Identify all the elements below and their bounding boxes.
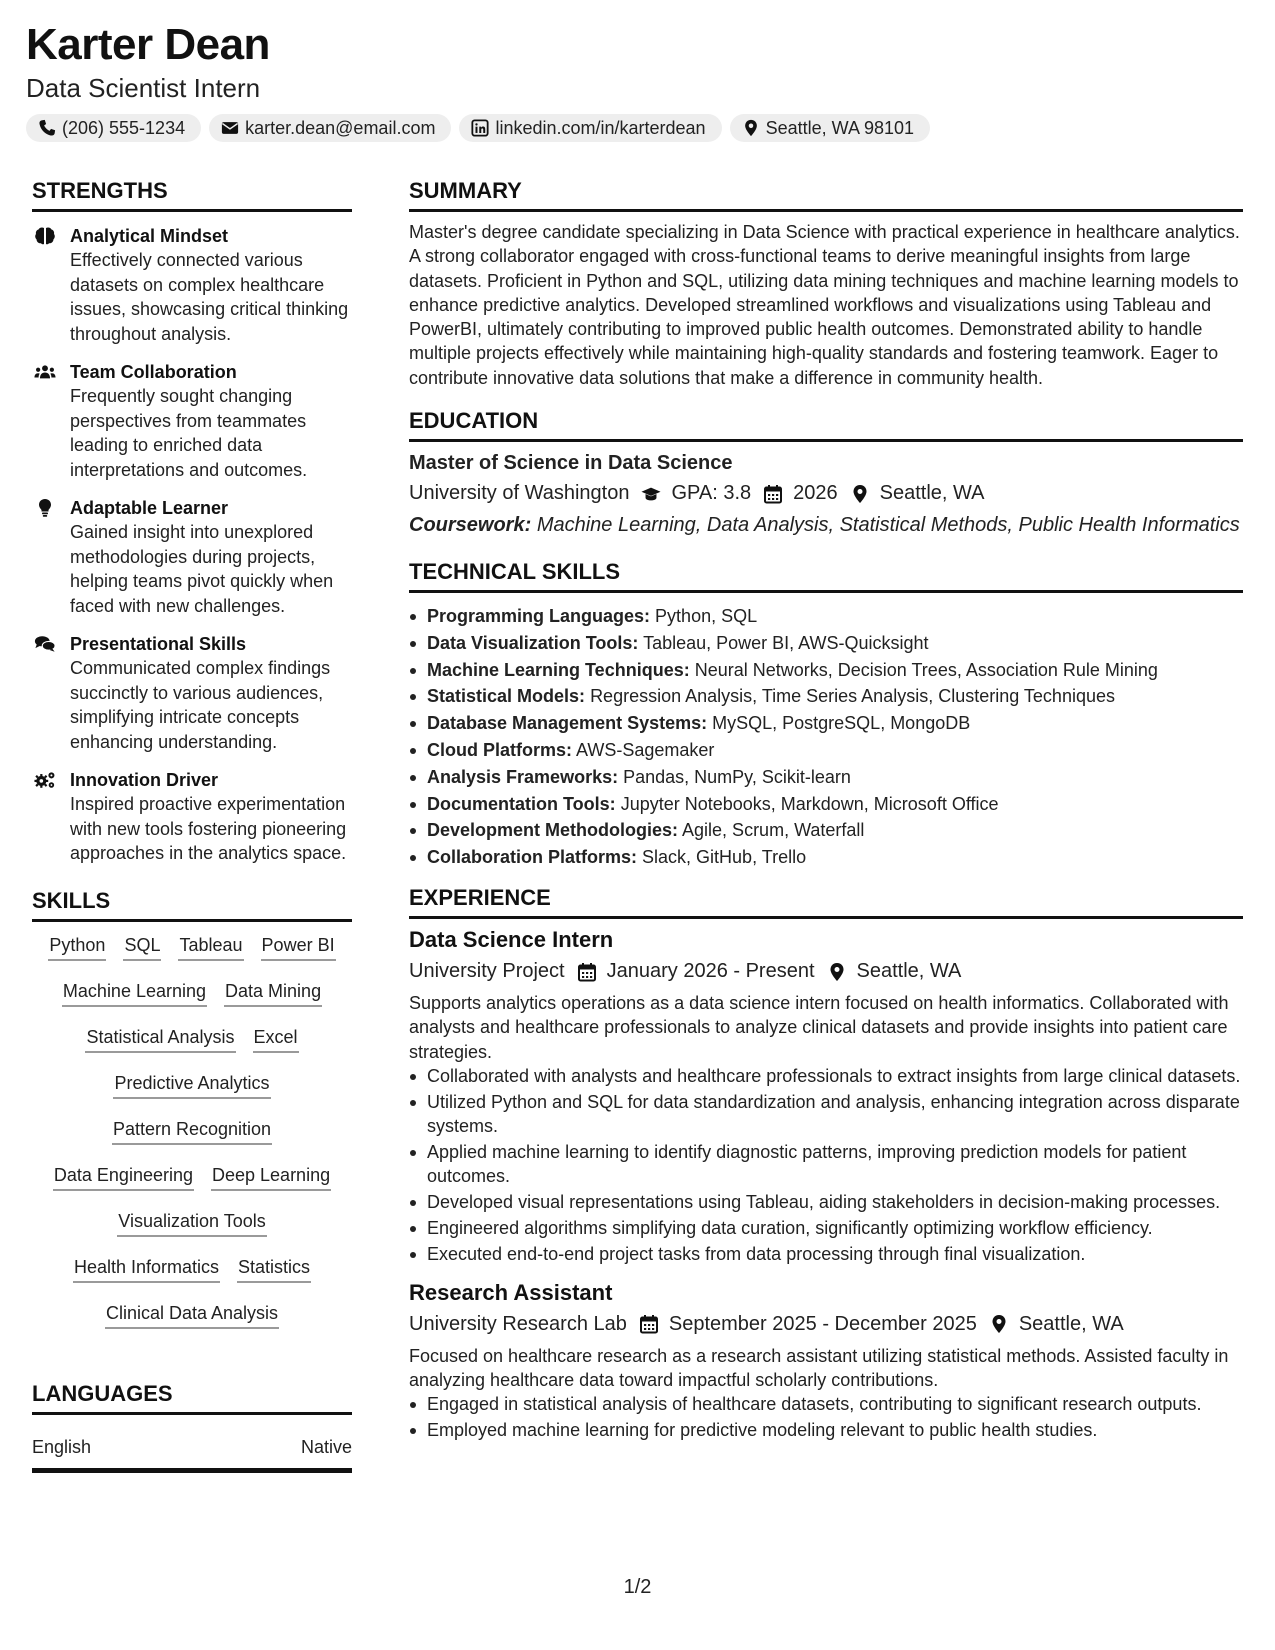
strength-desc: Communicated complex findings succinctly to various audiences, simplifying intricate concepts enhancing understanding. — [70, 658, 331, 752]
email-chip[interactable] — [209, 114, 451, 142]
technical-skills-list — [409, 603, 1243, 871]
lightbulb-icon — [34, 498, 56, 518]
candidate-title: Data Scientist Intern — [26, 73, 261, 103]
experience-section — [409, 885, 1243, 1442]
brain-icon — [34, 226, 56, 246]
skill-row — [113, 1072, 270, 1099]
job-meta — [409, 1313, 1243, 1336]
skill-tag: Predictive Analytics — [113, 1072, 270, 1099]
skill-category: Machine Learning Techniques: — [427, 659, 690, 680]
contact-bar — [26, 114, 930, 142]
skill-values: Pandas, NumPy, Scikit-learn — [623, 766, 851, 787]
calendar-icon — [577, 962, 597, 982]
list-item — [409, 737, 1243, 764]
strength-item — [32, 496, 352, 618]
language-name: English — [32, 1436, 92, 1457]
education-location: Seattle, WA — [879, 482, 985, 505]
phone-chip[interactable] — [26, 114, 201, 142]
users-icon — [34, 362, 56, 382]
skill-category: Analysis Frameworks: — [427, 766, 619, 787]
email-text: karter.dean@email.com — [245, 117, 436, 138]
strength-item — [32, 632, 352, 754]
strength-title: Team Collaboration — [70, 362, 237, 382]
skill-category: Development Methodologies: — [427, 820, 679, 841]
skill-category: Programming Languages: — [427, 606, 651, 627]
education-heading: EDUCATION — [409, 408, 1243, 442]
skill-row — [85, 1026, 298, 1053]
languages-heading: LANGUAGES — [32, 1381, 352, 1415]
linkedin-chip[interactable] — [459, 114, 721, 142]
languages-section — [32, 1381, 352, 1473]
education-section — [409, 408, 1243, 537]
envelope-icon — [221, 119, 239, 137]
phone-icon — [38, 119, 56, 137]
skill-values: Neural Networks, Decision Trees, Association Rule Mining — [694, 659, 1158, 680]
chat-icon — [34, 634, 56, 654]
job-meta — [409, 960, 1243, 983]
language-row — [32, 1415, 352, 1473]
strengths-list — [32, 224, 352, 866]
list-item: Utilized Python and SQL for data standardization and analysis, enhancing integration across disparate systems. — [409, 1090, 1243, 1139]
graduation-year: 2026 — [793, 482, 838, 505]
strength-item — [32, 224, 352, 346]
strength-title: Presentational Skills — [70, 634, 247, 654]
skill-row — [62, 980, 322, 1007]
degree-title: Master of Science in Data Science — [409, 452, 733, 475]
list-item — [409, 603, 1243, 630]
calendar-icon — [639, 1314, 659, 1334]
list-item: Developed visual representations using Tableau, aiding stakeholders in decision-making processes. — [409, 1190, 1243, 1214]
strengths-heading: STRENGTHS — [32, 178, 352, 212]
job-entry — [409, 927, 1243, 1266]
skill-values: MySQL, PostgreSQL, MongoDB — [712, 713, 971, 734]
summary-section — [409, 178, 1243, 390]
summary-heading: SUMMARY — [409, 178, 1243, 212]
right-column — [409, 178, 1243, 1444]
list-item — [409, 710, 1243, 737]
skills-heading: SKILLS — [32, 888, 352, 922]
list-item — [409, 791, 1243, 818]
skill-values: Tableau, Power BI, AWS-Quicksight — [643, 632, 929, 653]
job-entry — [409, 1280, 1243, 1443]
list-item — [409, 630, 1243, 657]
skill-values: Agile, Scrum, Waterfall — [682, 820, 865, 841]
technical-skills-section — [409, 559, 1243, 871]
strength-desc: Gained insight into unexplored methodologies during projects, helping teams pivot quickly when faced with new challenges. — [70, 522, 334, 616]
job-org: University Project — [409, 960, 565, 983]
left-column — [32, 178, 352, 1473]
strength-item — [32, 360, 352, 482]
job-dates: September 2025 - December 2025 — [668, 1312, 977, 1335]
skill-tag: Tableau — [178, 934, 243, 961]
skill-tag: Deep Learning — [211, 1164, 331, 1191]
list-item: Applied machine learning to identify diagnostic patterns, improving prediction models for patient outcomes. — [409, 1140, 1243, 1189]
skill-tag: Pattern Recognition — [112, 1118, 272, 1145]
list-item: Employed machine learning for predictive modeling relevant to public health studies. — [409, 1418, 1243, 1442]
strength-desc: Frequently sought changing perspectives from teammates leading to enriched data interpretations and outcomes. — [70, 386, 308, 480]
skill-tag: SQL — [123, 934, 161, 961]
skill-row — [53, 1164, 331, 1191]
phone-text: (206) 555-1234 — [62, 117, 186, 138]
strength-item — [32, 768, 352, 866]
map-pin-icon — [850, 484, 870, 504]
summary-text: Master's degree candidate specializing in Data Science with practical experience in healthcare analytics. A strong collaborator engaged with cross-functional teams to derive meaningful insights from large datasets. Proficient in Python and SQL, utilizing data mining techniques and machine learning models to enhance predictive analytics. Developed streamlined workflows and visualizations using Tableau and PowerBI, ultimately contributing to improved public health outcomes. Demonstrated ability to handle multiple projects effectively while maintaining high-quality standards and fostering teamwork. Eager to contribute innovative data solutions that make a difference in community health. — [409, 222, 1240, 388]
map-pin-icon — [989, 1314, 1009, 1334]
skill-tag: Excel — [253, 1026, 299, 1053]
skill-tag: Statistical Analysis — [85, 1026, 235, 1053]
list-item: Collaborated with analysts and healthcare professionals to extract insights from large clinical datasets. — [409, 1064, 1243, 1088]
job-description: Supports analytics operations as a data science intern focused on health informatics. Collaborated with analysts and healthcare professionals to analyze clinical datasets and provide insights into patient care strategies. — [409, 993, 1229, 1062]
skill-row — [105, 1302, 279, 1329]
job-location: Seattle, WA — [856, 960, 962, 983]
job-description: Focused on healthcare research as a research assistant utilizing statistical methods. Assisted faculty in analyzing healthcare data toward impactful scholarly contributions. — [409, 1345, 1229, 1391]
strength-title: Analytical Mindset — [70, 226, 229, 246]
list-item — [409, 844, 1243, 871]
skill-values: Python, SQL — [655, 606, 758, 627]
skill-tag: Clinical Data Analysis — [105, 1302, 279, 1329]
skill-tag: Data Mining — [224, 980, 322, 1007]
strength-desc: Effectively connected various datasets on complex healthcare issues, showcasing critical thinking throughout analysis. — [70, 250, 349, 344]
skill-category: Documentation Tools: — [427, 793, 616, 814]
skill-values: Jupyter Notebooks, Markdown, Microsoft Office — [620, 793, 999, 814]
job-bullets — [409, 1392, 1243, 1442]
experience-heading: EXPERIENCE — [409, 885, 1243, 919]
coursework — [409, 513, 1243, 537]
skill-tag: Data Engineering — [53, 1164, 194, 1191]
language-level: Native — [300, 1436, 352, 1457]
list-item — [409, 764, 1243, 791]
job-title: Data Science Intern — [409, 927, 614, 953]
list-item: Engaged in statistical analysis of healthcare datasets, contributing to significant research outputs. — [409, 1392, 1243, 1416]
skill-values: Slack, GitHub, Trello — [642, 847, 807, 868]
list-item: Executed end-to-end project tasks from data processing through final visualization. — [409, 1242, 1243, 1266]
skill-row — [117, 1210, 266, 1237]
cogs-icon — [34, 770, 56, 790]
skill-tag: Machine Learning — [62, 980, 207, 1007]
skill-category: Statistical Models: — [427, 686, 586, 707]
strength-title: Innovation Driver — [70, 770, 219, 790]
coursework-text: Machine Learning, Data Analysis, Statistical Methods, Public Health Informatics — [536, 514, 1240, 537]
skills-list — [32, 934, 352, 1329]
skill-row — [112, 1118, 272, 1145]
job-org: University Research Lab — [409, 1312, 627, 1335]
skill-tag: Python — [48, 934, 106, 961]
location-chip[interactable] — [730, 114, 930, 142]
map-pin-icon — [827, 962, 847, 982]
job-bullets — [409, 1064, 1243, 1266]
job-title: Research Assistant — [409, 1279, 613, 1305]
skill-category: Database Management Systems: — [427, 713, 708, 734]
job-dates: January 2026 - Present — [606, 960, 815, 983]
list-item — [409, 817, 1243, 844]
skill-values: AWS-Sagemaker — [576, 740, 715, 761]
skill-tag: Power BI — [261, 934, 336, 961]
calendar-icon — [763, 484, 783, 504]
job-location: Seattle, WA — [1018, 1312, 1124, 1335]
candidate-name: Karter Dean — [26, 20, 270, 69]
skill-category: Collaboration Platforms: — [427, 847, 638, 868]
skill-row — [48, 934, 335, 961]
school-name: University of Washington — [409, 482, 630, 505]
graduation-cap-icon — [641, 484, 661, 504]
page-number: 1/2 — [623, 1576, 652, 1598]
skill-category: Cloud Platforms: — [427, 740, 573, 761]
education-meta — [409, 482, 1243, 505]
location-text: Seattle, WA 98101 — [765, 117, 915, 138]
skill-category: Data Visualization Tools: — [427, 632, 639, 653]
strength-desc: Inspired proactive experimentation with new tools fostering pioneering approaches in the analytics space. — [70, 794, 347, 863]
linkedin-icon — [471, 119, 489, 137]
skill-row — [73, 1256, 311, 1283]
strength-title: Adaptable Learner — [70, 498, 229, 518]
skill-tag: Statistics — [237, 1256, 311, 1283]
coursework-label: Coursework: — [409, 514, 532, 537]
technical-skills-heading: TECHNICAL SKILLS — [409, 559, 1243, 593]
skill-tag: Visualization Tools — [117, 1210, 266, 1237]
list-item — [409, 657, 1243, 684]
skills-section — [32, 888, 352, 1329]
gpa-text: GPA: 3.8 — [671, 482, 752, 505]
linkedin-text: linkedin.com/in/karterdean — [495, 117, 706, 138]
skill-tag: Health Informatics — [73, 1256, 220, 1283]
list-item: Engineered algorithms simplifying data curation, significantly optimizing workflow efficiency. — [409, 1216, 1243, 1240]
map-pin-icon — [742, 119, 760, 137]
list-item — [409, 683, 1243, 710]
skill-values: Regression Analysis, Time Series Analysis, Clustering Techniques — [590, 686, 1115, 707]
